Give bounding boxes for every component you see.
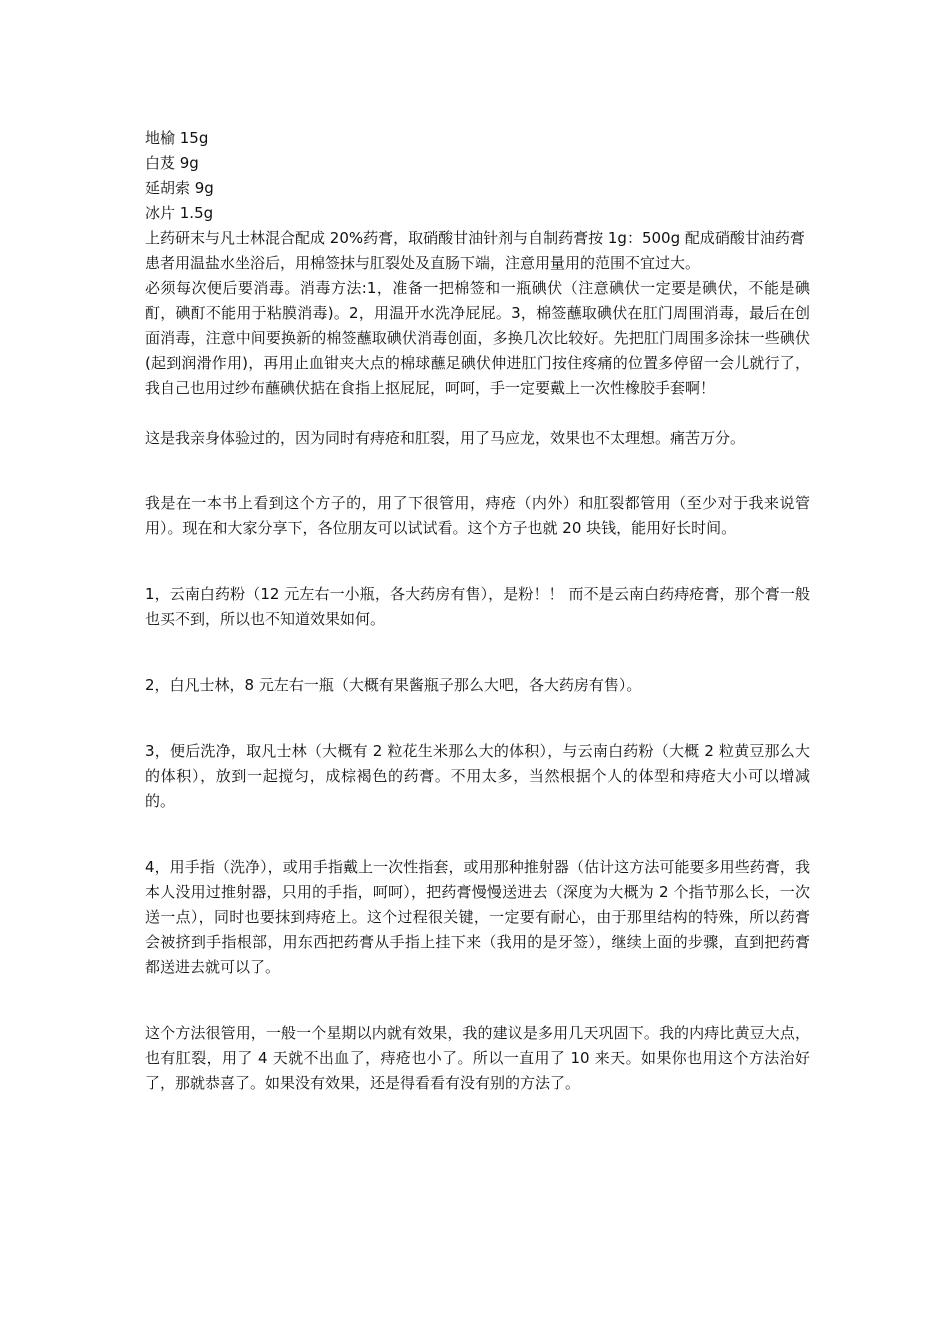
source-paragraph: 我是在一本书上看到这个方子的，用了下很管用，痔疮（内外）和肛裂都管用（至少对于我来说管用）。现在和大家分享下，各位朋友可以试试看。这个方子也就 20 块钱，能用好长时间。: [145, 494, 810, 537]
ingredient-line: 延胡索 9g: [145, 179, 214, 197]
ingredient-line: 地榆 15g: [145, 129, 209, 147]
conclusion-paragraph: 这个方法很管用，一般一个星期以内就有效果，我的建议是多用几天巩固下。我的内痔比黄豆大点，也有肛裂，用了 4 天就不出血了，痔疮也小了。所以一直用了 10 来天。如果你也用这个方法治好了，那就恭喜了。如果没有效果，还是得看看有没有别的方法了。: [145, 1024, 810, 1092]
step-2-paragraph: 2，白凡士林，8 元左右一瓶（大概有果酱瓶子那么大吧，各大药房有售）。: [145, 676, 642, 694]
usage-line: 患者用温盐水坐浴后，用棉签抹与肛裂处及直肠下端，注意用量用的范围不宜过大。: [145, 254, 701, 272]
ingredient-line: 白芨 9g: [145, 154, 199, 172]
step-4-paragraph: 4，用手指（洗净），或用手指戴上一次性指套，或用那种推射器（估计这方法可能要多用些药膏，我本人没用过推射器，只用的手指，呵呵），把药膏慢慢送进去（深度为大概为 2 个指节那么长，一次送一点），同时也要抹到痔疮上。这个过程很关键，一定要有耐心，由于那里结构的特殊，所以药膏会被挤到手指根部，用东西把药膏从手指上挂下来（我用的是牙签），继续上面的步骤，直到把药膏都送进去就可以了。: [145, 858, 810, 976]
preparation-paragraph: 上药研末与凡士林混合配成 20%药膏，取硝酸甘油针剂与自制药膏按 1g：500g 配成硝酸甘油药膏: [145, 229, 805, 247]
document-body: [145, 126, 810, 1096]
disinfection-paragraph: 必须每次便后要消毒。消毒方法:1，准备一把棉签和一瓶碘伏（注意碘伏一定要是碘伏，不能是碘酊，碘酊不能用于粘膜消毒)。2，用温开水洗净屁屁。3，棉签蘸取碘伏在肛门周围消毒，最后在创面消毒，注意中间要换新的棉签蘸取碘伏消毒创面，多换几次比较好。先把肛门周围多涂抹一些碘伏(起到润滑作用)，再用止血钳夹大点的棉球蘸足碘伏伸进肛门按住疼痛的位置多停留一会儿就行了，我自己也用过纱布蘸碘伏掂在食指上抠屁屁，呵呵，手一定要戴上一次性橡胶手套啊！: [145, 279, 810, 397]
step-3-paragraph: 3，便后洗净，取凡士林（大概有 2 粒花生米那么大的体积），与云南白药粉（大概 2 粒黄豆那么大的体积），放到一起搅匀，成棕褐色的药膏。不用太多，当然根据个人的体型和痔疮大小可以增减的。: [145, 742, 810, 810]
ingredient-line: 冰片 1.5g: [145, 204, 214, 222]
step-1-paragraph: 1，云南白药粉（12 元左右一小瓶，各大药房有售），是粉！！ 而不是云南白药痔疮膏，那个膏一般也买不到，所以也不知道效果如何。: [145, 585, 810, 628]
experience-paragraph: 这是我亲身体验过的，因为同时有痔疮和肛裂，用了马应龙，效果也不太理想。痛苦万分。: [145, 429, 746, 447]
